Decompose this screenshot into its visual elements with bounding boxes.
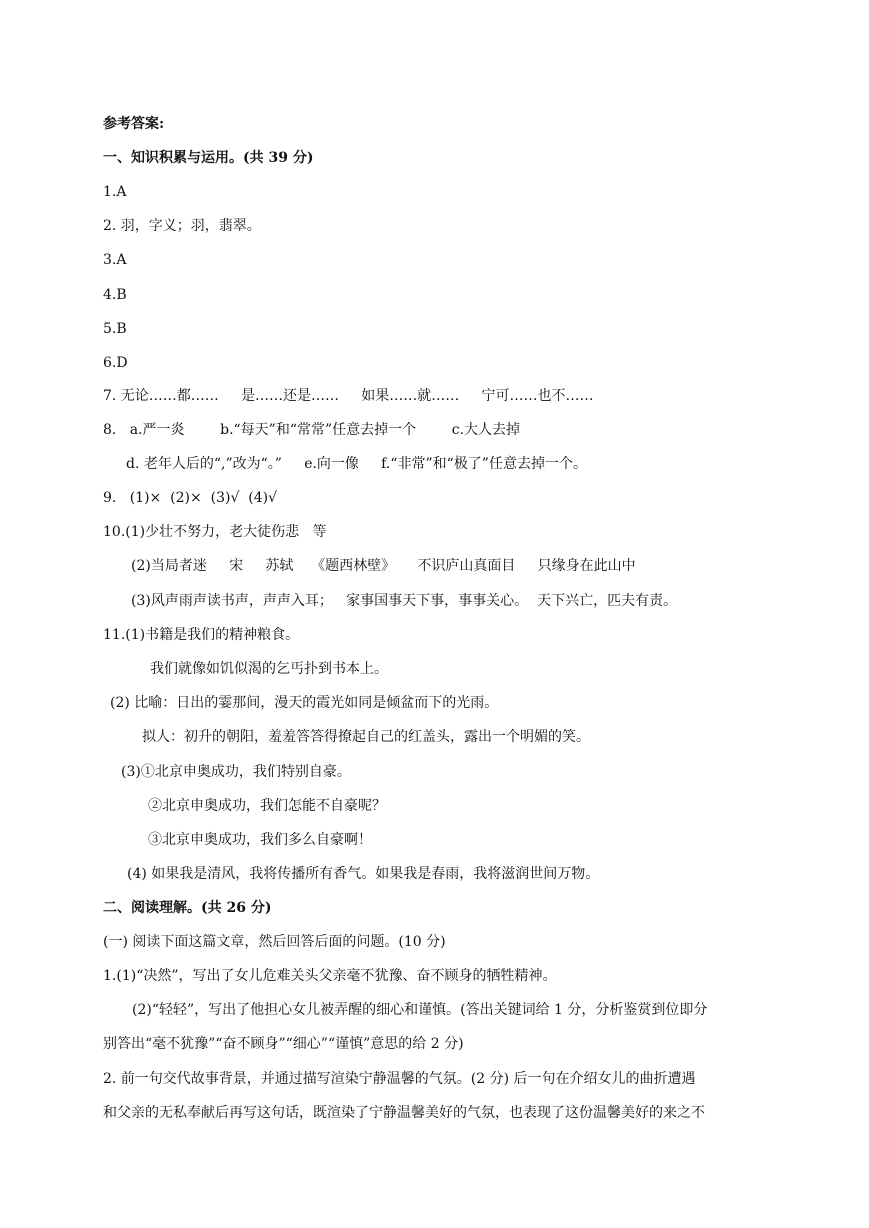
answer-5: 5.B [103,321,127,337]
answer-11-part-3c: ③北京申奥成功，我们多么自豪啊！ [148,832,372,848]
answer-11-part-3a: (3)①北京申奥成功，我们特别自豪。 [121,764,351,780]
answer-9: 9. (1)× (2)× (3)√ (4)√ [103,490,278,506]
answer-4: 4.B [103,287,127,303]
reading-answer-1-part-2a: (2)“轻轻”，写出了他担心女儿被弄醒的细心和谨慎。(答出关键词给 1 分，分析鉴赏到位即分 [132,1002,708,1018]
section-2-heading: 二、阅读理解。(共 26 分) [103,900,272,916]
section-1-heading: 一、知识积累与运用。(共 39 分) [103,150,314,166]
answer-key-title: 参考答案: [103,116,165,132]
answer-1: 1.A [103,184,127,200]
answer-8-line-2: d. 老年人后的“,”改为“。” e.向一像 f.“非常”和“极了”任意去掉一个。 [126,456,587,472]
reading-answer-2-line-2: 和父亲的无私奉献后再写这句话，既渲染了宁静温馨美好的气氛，也表现了这份温馨美好的来之不 [103,1105,705,1121]
answer-10-part-1: 10.(1)少壮不努力，老大徒伤悲 等 [103,524,327,540]
answer-11-part-2b: 拟人：初升的朝阳，羞羞答答得撩起自己的红盖头，露出一个明媚的笑。 [142,729,590,745]
answer-8-line-1: 8. a.严一炎 b.“每天”和“常常”任意去掉一个 c.大人去掉 [103,422,521,438]
answer-11-part-1b: 我们就像如饥似渴的乞丐扑到书本上。 [150,661,388,677]
answer-2: 2. 羽，字义；羽，翡翠。 [103,218,261,234]
reading-answer-1-part-2b: 别答出“毫不犹豫”“奋不顾身”“细心”“谨慎”意思的给 2 分) [103,1036,464,1052]
answer-11-part-2a: (2) 比喻：日出的霎那间，漫天的霞光如同是倾盆而下的光雨。 [110,695,499,711]
answer-6: 6.D [103,355,128,371]
answer-11-part-3b: ②北京申奥成功，我们怎能不自豪呢？ [148,798,386,814]
answer-10-part-3: (3)风声雨声读书声，声声入耳； 家事国事天下事，事事关心。 天下兴亡，匹夫有责。 [131,593,678,609]
reading-answer-1-part-1: 1.(1)“决然”，写出了女儿危难关头父亲毫不犹豫、奋不顾身的牺牲精神。 [103,968,557,984]
reading-part-1-instruction: (一) 阅读下面这篇文章，然后回答后面的问题。(10 分) [103,934,446,950]
answer-3: 3.A [103,252,127,268]
reading-answer-2-line-1: 2. 前一句交代故事背景，并通过描写渲染宁静温馨的气氛。(2 分) 后一句在介绍女儿的曲折遭遇 [103,1071,696,1087]
answer-11-part-4: (4) 如果我是清风，我将传播所有香气。如果我是春雨，我将滋润世间万物。 [127,866,600,882]
answer-7: 7. 无论……都…… 是……还是…… 如果……就…… 宁可……也不…… [103,388,594,404]
answer-10-part-2: (2)当局者迷 宋 苏轼 《题西林壁》 不识庐山真面目 只缘身在此山中 [131,558,636,574]
answer-11-part-1a: 11.(1)书籍是我们的精神粮食。 [103,627,300,643]
